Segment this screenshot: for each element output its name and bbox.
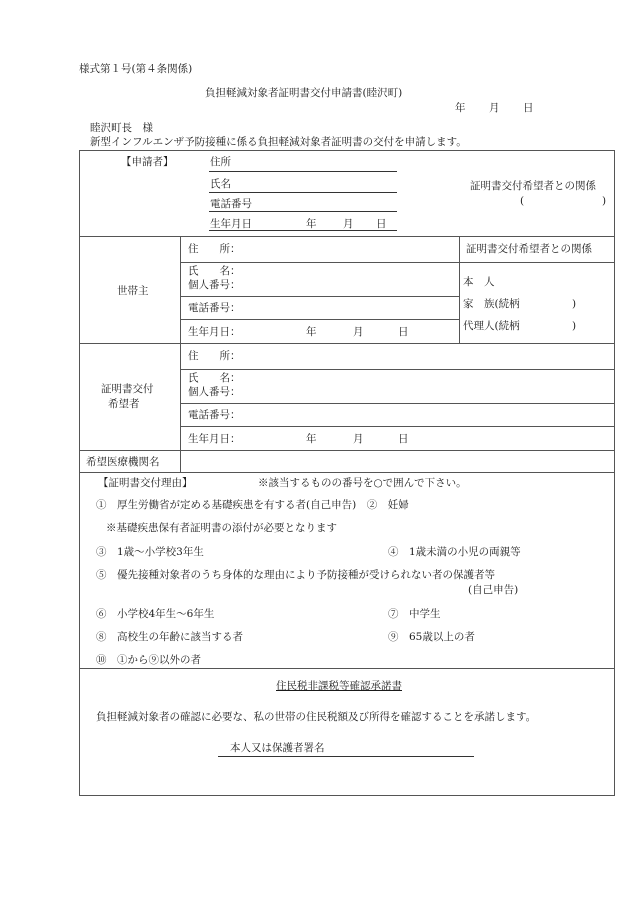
divider-householder <box>79 236 615 237</box>
householder-birth-month: 月 <box>353 326 364 338</box>
relation-column-divider <box>459 236 460 343</box>
recipient-label-line1: 証明書交付 <box>101 383 154 395</box>
recipient-birth-label: 生年月日： <box>188 433 241 445</box>
applicant-name-field[interactable] <box>209 192 397 193</box>
form-title: 負担軽減対象者証明書交付申請書(睦沢町) <box>205 87 403 99</box>
relation-option-agent[interactable]: 代理人(続柄 <box>463 320 520 332</box>
divider-consent <box>79 668 615 669</box>
recipient-phone-label: 電話番号： <box>188 409 241 421</box>
reason-6[interactable]: ⑥ 小学校4年生～6年生 <box>96 608 215 620</box>
householder-name-label: 氏 名： <box>188 265 241 277</box>
recipient-birth-day: 日 <box>398 433 409 445</box>
reason-7[interactable]: ⑦ 中学生 <box>388 608 441 620</box>
applicant-address-field[interactable] <box>209 171 397 172</box>
applicant-relation-open: ( <box>520 195 525 207</box>
reason-5-note: (自己申告) <box>468 584 519 596</box>
reasons-note: ※該当するものの番号を○で囲んで下さい。 <box>258 477 467 489</box>
recipient-personal-no-label: 個人番号： <box>188 386 241 398</box>
householder-row-line-3 <box>180 319 459 320</box>
applicant-address-label: 住所 <box>210 156 231 168</box>
addressee: 睦沢町長 様 <box>90 122 153 134</box>
applicant-birth-day: 日 <box>376 218 387 230</box>
reason-1-2[interactable]: ① 厚生労働省が定める基礎疾患を有する者(自己申告) ② 妊婦 <box>96 499 409 511</box>
householder-relation-header: 証明書交付希望者との関係 <box>466 243 592 255</box>
recipient-row-line-2 <box>180 403 615 404</box>
reason-1-note: ※基礎疾患保有者証明書の添付が必要となります <box>106 522 337 534</box>
recipient-address-label: 住 所： <box>188 350 241 362</box>
relation-option-self[interactable]: 本 人 <box>463 276 495 288</box>
recipient-birth-month: 月 <box>353 433 364 445</box>
consent-text: 負担軽減対象者の確認に必要な、私の世帯の住民税額及び所得を確認することを承諾します。 <box>96 711 537 723</box>
applicant-phone-label: 電話番号 <box>210 198 252 210</box>
signature-label: 本人又は保護者署名 <box>230 742 325 754</box>
householder-birth-year: 年 <box>306 326 317 338</box>
label-column-divider <box>180 236 181 472</box>
applicant-birth-month: 月 <box>343 218 354 230</box>
relation-option-family-close: ) <box>572 298 577 310</box>
householder-row-line-1 <box>180 262 615 263</box>
recipient-row-line-1 <box>180 369 615 370</box>
relation-option-agent-close: ) <box>572 320 577 332</box>
signature-field[interactable] <box>218 756 474 757</box>
reason-8[interactable]: ⑧ 高校生の年齢に該当する者 <box>96 631 243 643</box>
applicant-birth-year: 年 <box>306 218 317 230</box>
applicant-label: 【申請者】 <box>121 156 174 168</box>
householder-birth-day: 日 <box>398 326 409 338</box>
divider-recipient <box>79 343 615 344</box>
reason-3[interactable]: ③ 1歳～小学校3年生 <box>96 546 204 558</box>
divider-reasons <box>79 472 615 473</box>
applicant-name-label: 氏名 <box>210 178 231 190</box>
recipient-birth-year: 年 <box>306 433 317 445</box>
applicant-birth-label: 生年月日 <box>210 218 252 230</box>
householder-birth-label: 生年月日： <box>188 326 241 338</box>
applicant-birth-field[interactable] <box>209 230 397 231</box>
householder-label: 世帯主 <box>117 285 149 297</box>
relation-option-family[interactable]: 家 族(続柄 <box>463 298 520 310</box>
reason-9[interactable]: ⑨ 65歳以上の者 <box>388 631 475 643</box>
recipient-label-line2: 希望者 <box>108 398 140 410</box>
divider-hospital <box>79 450 615 451</box>
householder-personal-no-label: 個人番号： <box>188 279 241 291</box>
recipient-name-label: 氏 名： <box>188 372 241 384</box>
reason-5[interactable]: ⑤ 優先接種対象者のうち身体的な理由により予防接種が受けられない者の保護者等 <box>96 569 495 581</box>
intro-text: 新型インフルエンザ予防接種に係る負担軽減対象者証明書の交付を申請します。 <box>90 136 467 148</box>
form-number: 様式第１号(第４条関係) <box>79 63 193 75</box>
date-month-label: 月 <box>489 102 500 114</box>
consent-title: 住民税非課税等確認承諾書 <box>276 680 402 692</box>
date-year-label: 年 <box>455 102 466 114</box>
householder-address-label: 住 所： <box>188 243 241 255</box>
reasons-label: 【証明書交付理由】 <box>98 477 193 489</box>
applicant-relation-close: ) <box>602 195 607 207</box>
householder-row-line-2 <box>180 296 459 297</box>
applicant-phone-field[interactable] <box>209 211 397 212</box>
applicant-relation-label: 証明書交付希望者との関係 <box>470 180 596 192</box>
recipient-row-line-3 <box>180 426 615 427</box>
hospital-label: 希望医療機関名 <box>86 456 160 468</box>
reason-10[interactable]: ⑩ ①から⑨以外の者 <box>96 654 201 666</box>
reason-4[interactable]: ④ 1歳未満の小児の両親等 <box>388 546 521 558</box>
date-day-label: 日 <box>523 102 534 114</box>
householder-phone-label: 電話番号： <box>188 302 241 314</box>
